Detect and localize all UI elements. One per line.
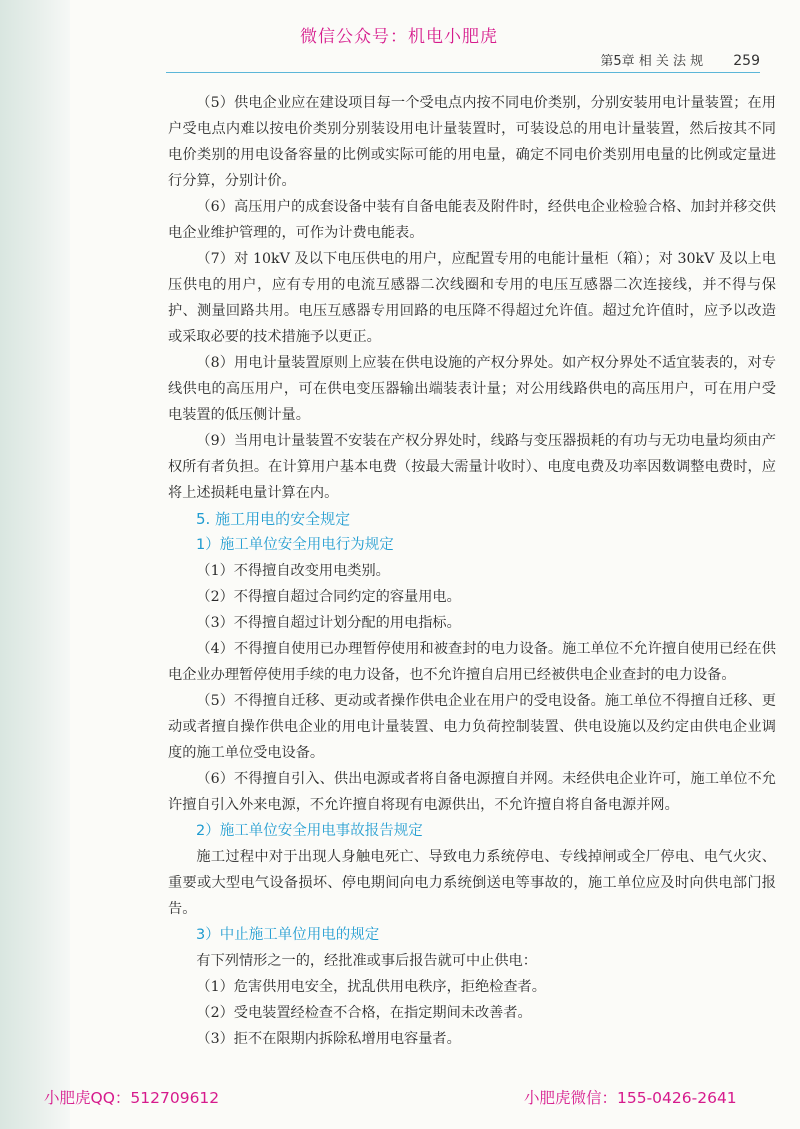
paragraph: （9）当用电计量装置不安装在产权分界处时，线路与变压器损耗的有功与无功电量均须由产权所有者负担。在计算用户基本电费（按最大需量计收时）、电度电费及功率因数调整电费时，应将上述损耗电量计算在内。 <box>168 433 776 501</box>
subsection-heading: 2）施工单位安全用电事故报告规定 <box>196 823 423 839</box>
header-rule <box>166 72 760 73</box>
paragraph: （1）危害供用电安全，扰乱供用电秩序，拒绝检查者。 <box>196 979 546 995</box>
paragraph: （2）受电装置经检查不合格，在指定期间未改善者。 <box>196 1005 532 1021</box>
subsection-heading: 3）中止施工单位用电的规定 <box>196 927 380 943</box>
paragraph: 有下列情形之一的，经批准或事后报告就可中止供电： <box>196 953 537 969</box>
paragraph: （3）拒不在限期内拆除私增用电容量者。 <box>196 1031 461 1047</box>
paragraph: （1）不得擅自改变用电类别。 <box>196 563 390 579</box>
page-binding-shadow <box>0 0 70 1129</box>
chapter-title: 第5章 相 关 法 规 <box>600 54 704 69</box>
paragraph: （3）不得擅自超过计划分配的用电指标。 <box>196 615 461 631</box>
paragraph: （2）不得擅自超过合同约定的容量用电。 <box>196 589 461 605</box>
section-heading: 5. 施工用电的安全规定 <box>196 510 351 528</box>
paragraph: （5）供电企业应在建设项目每一个受电点内按不同电价类别，分别安装用电计量装置；在用户受电点内难以按电价类别分别装设用电计量装置时，可装设总的用电计量装置，然后按其不同电价类别的用电设备容量的比例或实际可能的用电量，确定不同电价类别用电量的比例或定量进行分算，分别计价。 <box>168 95 776 189</box>
paragraph: （7）对 10kV 及以下电压供电的用户，应配置专用的电能计量柜（箱）；对 30kV 及以上电压供电的用户，应有专用的电流互感器二次线圈和专用的电压互感器二次连接线，并不得与保护、测量回路共用。电压互感器专用回路的电压降不得超过允许值。超过允许值时，应予以改造或采取必要的技术措施予以更正。 <box>168 251 776 345</box>
paragraph: （6）不得擅自引入、供出电源或者将自备电源擅自并网。未经供电企业许可，施工单位不允许擅自引入外来电源，不允许擅自将现有电源供出，不允许擅自将自备电源并网。 <box>168 771 776 813</box>
paragraph: 施工过程中对于出现人身触电死亡、导致电力系统停电、专线掉闸或全厂停电、电气火灾、重要或大型电气设备损坏、停电期间向电力系统倒送电等事故的，施工单位应及时向供电部门报告。 <box>168 849 776 917</box>
footer-qq-contact: 小肥虎QQ：512709612 <box>44 1089 220 1107</box>
running-header <box>600 50 760 69</box>
footer-wechat-contact: 小肥虎微信：155-0426-2641 <box>524 1089 737 1107</box>
watermark-wechat-account: 微信公众号：机电小肥虎 <box>300 27 498 47</box>
paragraph: （4）不得擅自使用已办理暂停使用和被查封的电力设备。施工单位不允许擅自使用已经在供电企业办理暂停使用手续的电力设备，也不允许擅自启用已经被供电企业查封的电力设备。 <box>168 641 776 683</box>
paragraph: （8）用电计量装置原则上应装在供电设施的产权分界处。如产权分界处不适宜装表的，对专线供电的高压用户，可在供电变压器输出端装表计量；对公用线路供电的高压用户，可在用户受电装置的低压侧计量。 <box>168 355 776 423</box>
page-number: 259 <box>733 53 760 69</box>
subsection-heading: 1）施工单位安全用电行为规定 <box>196 537 394 553</box>
paragraph: （5）不得擅自迁移、更动或者操作供电企业在用户的受电设备。施工单位不得擅自迁移、更动或者擅自操作供电企业的用电计量装置、电力负荷控制装置、供电设施以及约定由供电企业调度的施工单位受电设备。 <box>168 693 776 761</box>
paragraph: （6）高压用户的成套设备中装有自备电能表及附件时，经供电企业检验合格、加封并移交供电企业维护管理的，可作为计费电能表。 <box>168 199 776 241</box>
page-body <box>168 90 776 1052</box>
